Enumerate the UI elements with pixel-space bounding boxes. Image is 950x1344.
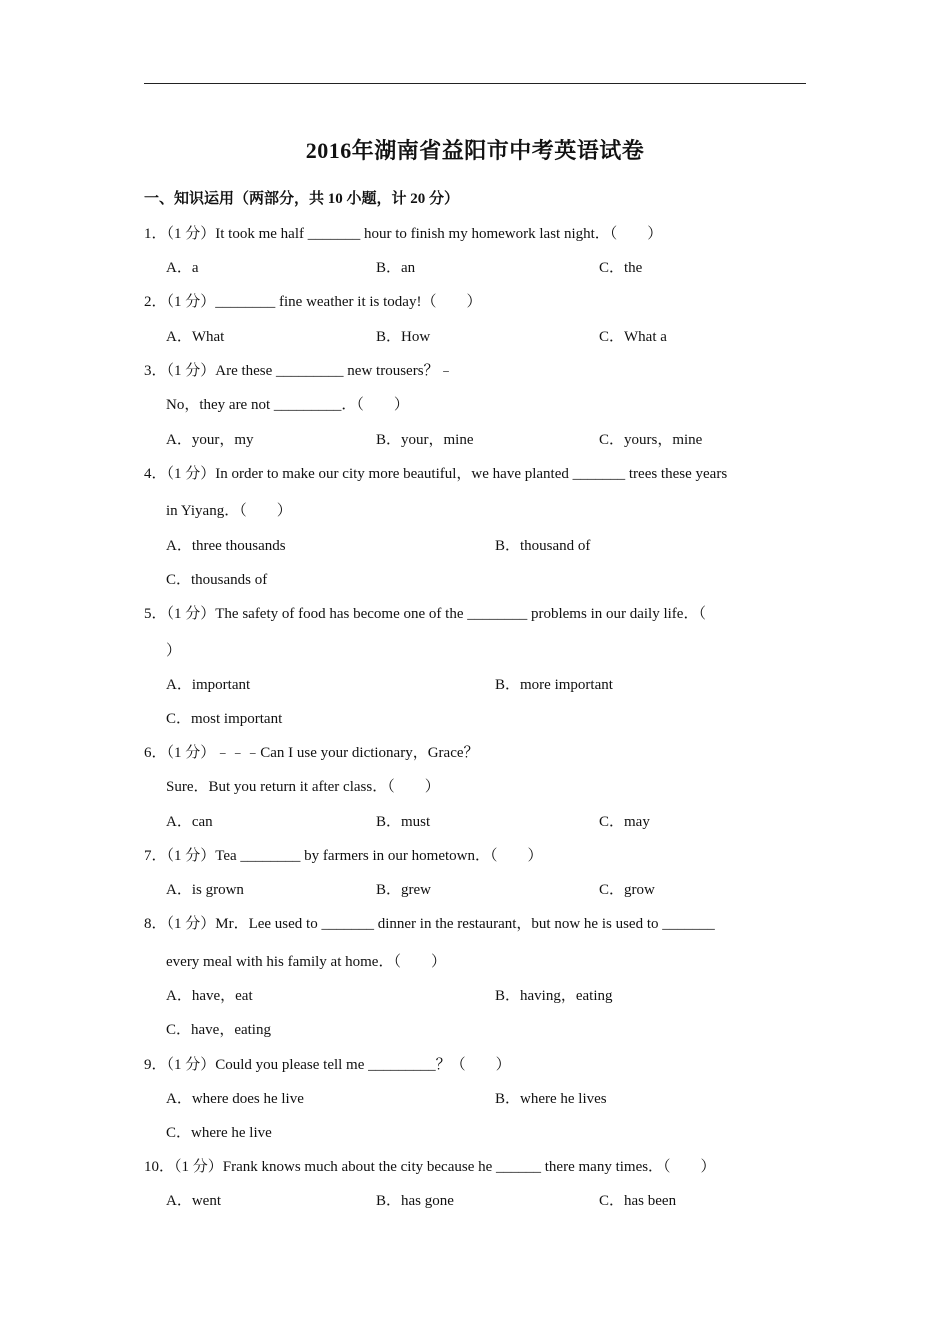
q5-option-a: A．important xyxy=(166,677,251,693)
q4-option-a: A．three thousands xyxy=(166,538,286,554)
header-rule xyxy=(144,83,806,84)
question-3-text: 3．（1 分）Are these _________ new trousers？﹣ xyxy=(144,363,454,379)
q4-option-c: C．thousands of xyxy=(166,572,268,588)
question-6-text: 6．（1 分）﹣﹣﹣Can I use your dictionary，Grace？ xyxy=(144,745,479,761)
q10-option-a: A．went xyxy=(166,1193,221,1209)
page-title: 2016年湖南省益阳市中考英语试卷 xyxy=(305,138,645,163)
q1-option-a: A．a xyxy=(166,260,199,276)
q6-option-a: A．can xyxy=(166,814,213,830)
q7-option-c: C．grow xyxy=(599,882,655,898)
q7-option-b: B．grew xyxy=(376,882,431,898)
question-8-text: 8．（1 分）Mr．Lee used to _______ dinner in the restaurant，but now he is used to _______ xyxy=(144,916,715,932)
q10-option-b: B．has gone xyxy=(376,1193,454,1209)
q6-option-b: B．must xyxy=(376,814,431,830)
q6-option-c: C．may xyxy=(599,814,650,830)
q2-option-b: B．How xyxy=(376,329,431,345)
q3-option-c: C．yours，mine xyxy=(599,432,703,448)
question-2-text: 2．（1 分）________ fine weather it is today!（ ） xyxy=(144,294,482,310)
question-1-text: 1．（1 分）It took me half _______ hour to finish my homework last night．（ ） xyxy=(144,226,663,242)
q5-option-c: C．most important xyxy=(166,711,283,727)
q1-option-c: C．the xyxy=(599,260,643,276)
q7-option-a: A．is grown xyxy=(166,882,244,898)
question-5-text-line2: ） xyxy=(166,643,182,659)
q3-option-a: A．your，my xyxy=(166,432,254,448)
question-4-text: 4．（1 分）In order to make our city more beautiful，we have planted _______ trees these years xyxy=(144,466,728,482)
section-heading: 一、知识运用（两部分，共 10 小题，计 20 分） xyxy=(144,191,460,207)
q9-option-a: A．where does he live xyxy=(166,1091,304,1107)
q8-option-b: B．having，eating xyxy=(495,988,613,1004)
q9-option-b: B．where he lives xyxy=(495,1091,607,1107)
q2-option-c: C．What a xyxy=(599,329,667,345)
question-8-text-line2: every meal with his family at home．（ ） xyxy=(166,954,446,970)
q8-option-c: C．have，eating xyxy=(166,1022,271,1038)
question-4-text-line2: in Yiyang．（ ） xyxy=(166,503,292,519)
question-6-text-line2: Sure．But you return it after class．（ ） xyxy=(166,779,440,795)
q4-option-b: B．thousand of xyxy=(495,538,591,554)
question-10-text: 10．（1 分）Frank knows much about the city because he ______ there many times．（ ） xyxy=(144,1159,716,1175)
question-3-text-line2: No，they are not _________．（ ） xyxy=(166,397,409,413)
q3-option-b: B．your，mine xyxy=(376,432,474,448)
question-9-text: 9．（1 分）Could you please tell me _________？（ ） xyxy=(144,1057,511,1073)
question-7-text: 7．（1 分）Tea ________ by farmers in our hometown．（ ） xyxy=(144,848,543,864)
q9-option-c: C．where he live xyxy=(166,1125,272,1141)
q2-option-a: A．What xyxy=(166,329,225,345)
q1-option-b: B．an xyxy=(376,260,416,276)
q8-option-a: A．have，eat xyxy=(166,988,253,1004)
q10-option-c: C．has been xyxy=(599,1193,677,1209)
q5-option-b: B．more important xyxy=(495,677,613,693)
question-5-text: 5．（1 分）The safety of food has become one of the ________ problems in our daily life．（ xyxy=(144,606,706,622)
